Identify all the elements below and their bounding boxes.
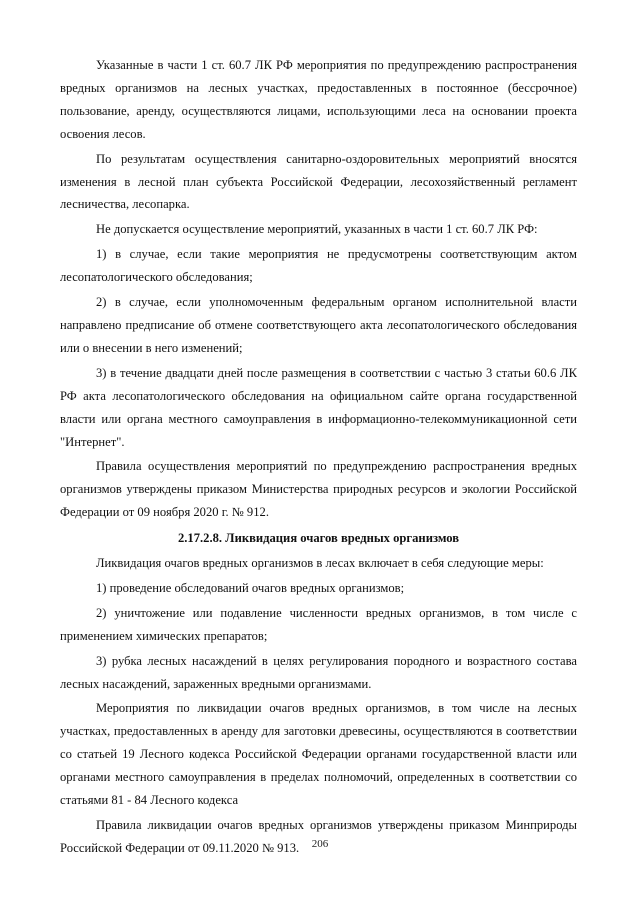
paragraph-measures-scope: Указанные в части 1 ст. 60.7 ЛК РФ мероприятия по предупреждению распространения вредных организмов на лесных участках, предоставленных в постоянное (бессрочное) пользование, аренду, осуществляются лицами, использующими леса на основании проекта освоения лесов. — [60, 58, 577, 141]
list-item-not-allowed-1: 1) в случае, если такие мероприятия не предусмотрены соответствующим актом лесопатологического обследования; — [60, 247, 577, 285]
document-body — [60, 52, 577, 860]
list-item-not-allowed-3: 3) в течение двадцати дней после размещения в соответствии с частью 3 статьи 60.6 ЛК РФ акта лесопатологического обследования на официальном сайте органа государственной власти или органа местного самоуправления в информационно-телекоммуникационной сети "Интернет". — [60, 365, 577, 449]
list-item-liquidation-3: 3) рубка лесных насаждений в целях регулирования породного и возрастного состава лесных насаждений, зараженных вредными организмами. — [60, 653, 577, 691]
section-heading: 2.17.2.8. Ликвидация очагов вредных организмов — [177, 531, 460, 546]
list-item-liquidation-2: 2) уничтожение или подавление численности вредных организмов, в том числе с применением химических препаратов; — [60, 605, 577, 643]
list-item-not-allowed-2: 2) в случае, если уполномоченным федеральным органом исполнительной власти направлено предписание об отмене соответствующего акта лесопатологического обследования или о внесении в него изменений; — [60, 295, 577, 355]
list-item-liquidation-1: 1) проведение обследований очагов вредных организмов; — [96, 580, 405, 595]
page-number: 206 — [311, 838, 329, 850]
paragraph-liquidation-intro: Ликвидация очагов вредных организмов в лесах включает в себя следующие меры: — [96, 556, 544, 571]
paragraph-not-allowed-intro: Не допускается осуществление мероприятий, указанных в части 1 ст. 60.7 ЛК РФ: — [96, 222, 538, 237]
paragraph-liquidation-rules: Правила ликвидации очагов вредных организмов утверждены приказом Минприроды Российской Федерации от 09.11.2020 № 913. — [60, 818, 577, 855]
paragraph-forest-plan-changes: По результатам осуществления санитарно-оздоровительных мероприятий вносятся изменения в лесной план субъекта Российской Федерации, лесохозяйственный регламент лесничества, лесопарка. — [60, 151, 577, 212]
paragraph-liquidation-actors: Мероприятия по ликвидации очагов вредных организмов, в том числе на лесных участках, предоставленных в аренду для заготовки древесины, осуществляются в соответствии со статьей 19 Лесного кодекса Российской Федерации органами государственной власти или органами местного самоуправления в пределах полномочий, определенных в соответствии со статьями 81 - 84 Лесного кодекса — [60, 701, 577, 808]
paragraph-prevention-rules: Правила осуществления мероприятий по предупреждению распространения вредных организмов утверждены приказом Министерства природных ресурсов и экологии Российской Федерации от 09 ноября 2020 г. № 912. — [60, 459, 577, 520]
